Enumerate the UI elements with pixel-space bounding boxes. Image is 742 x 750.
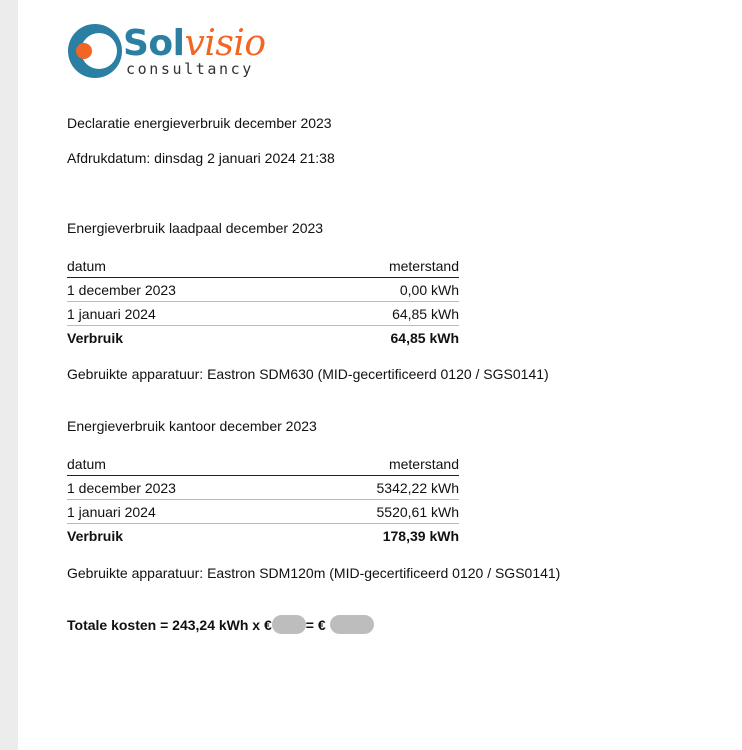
equipment-note-laadpaal: Gebruikte apparatuur: Eastron SDM630 (MID-gecertificeerd 0120 / SGS0141) (67, 366, 549, 382)
meter-table-kantoor (67, 453, 459, 547)
column-header-datum: datum (67, 255, 306, 278)
table-total-row (67, 524, 459, 548)
total-costs-prefix: Totale kosten = 243,24 kWh x € (67, 617, 272, 633)
total-value: 64,85 kWh (390, 329, 459, 346)
cell-meterstand: 5342,22 kWh (290, 476, 459, 500)
meter-table-laadpaal (67, 255, 459, 349)
brand-tagline: consultancy (126, 60, 254, 78)
total-costs-line (67, 615, 374, 634)
column-header-datum: datum (67, 453, 290, 476)
print-date: Afdrukdatum: dinsdag 2 januari 2024 21:38 (67, 150, 335, 166)
table-row (67, 278, 459, 302)
table-row (67, 302, 459, 326)
total-costs-middle: = € (305, 617, 326, 633)
total-label: Verbruik (67, 527, 124, 544)
table-row (67, 476, 459, 500)
brand-name-part1: Sol (123, 23, 185, 64)
document-title: Declaratie energieverbruik december 2023 (67, 115, 332, 131)
logo-circle-icon (66, 22, 126, 82)
cell-datum: 1 januari 2024 (67, 500, 290, 524)
table-total-row (67, 326, 459, 350)
section-heading-laadpaal: Energieverbruik laadpaal december 2023 (67, 220, 324, 236)
table-header-row (67, 453, 459, 476)
equipment-note-kantoor: Gebruikte apparatuur: Eastron SDM120m (MID-gecertificeerd 0120 / SGS0141) (67, 565, 561, 581)
redacted-rate (272, 615, 306, 634)
table-row (67, 500, 459, 524)
cell-meterstand: 5520,61 kWh (290, 500, 459, 524)
brand-name (123, 24, 266, 64)
cell-meterstand: 0,00 kWh (306, 278, 459, 302)
cell-datum: 1 december 2023 (67, 278, 306, 302)
table-header-row (67, 255, 459, 278)
cell-meterstand: 64,85 kWh (306, 302, 459, 326)
total-label: Verbruik (67, 329, 124, 346)
section-heading-kantoor: Energieverbruik kantoor december 2023 (67, 418, 317, 434)
column-header-meterstand: meterstand (290, 453, 459, 476)
column-header-meterstand: meterstand (306, 255, 459, 278)
cell-datum: 1 januari 2024 (67, 302, 306, 326)
cell-datum: 1 december 2023 (67, 476, 290, 500)
brand-name-part2: visio (184, 23, 266, 64)
redacted-amount (330, 615, 374, 634)
total-value: 178,39 kWh (382, 527, 459, 544)
page-margin-strip (0, 0, 18, 750)
